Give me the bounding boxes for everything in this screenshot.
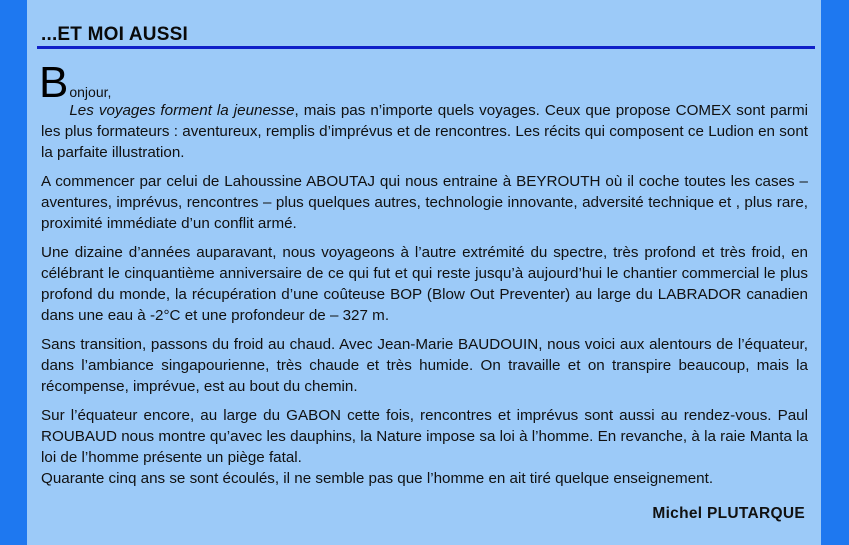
greeting: onjour, (69, 84, 112, 100)
paragraph-singapour: Sans transition, passons du froid au chaud. Avec Jean-Marie BAUDOUIN, nous voici aux alentours de l’équateur, dans l’ambiance singapourienne, très chaude et très humide. On travaille et on transpire beaucoup, mais la récompense, imprévue, est au bout du chemin. (41, 336, 808, 395)
intro-text: , mais pas n’importe quels voyages. Ceux que propose COMEX sont parmi les plus formateurs : aventureux, remplis d’imprévus et de rencontres. Les récits qui composent ce Ludion en sont la parfaite illustration. (41, 102, 808, 161)
paragraph-gabon (41, 405, 808, 489)
article-body (39, 58, 808, 497)
article-title: ...ET MOI AUSSI (41, 24, 188, 45)
paragraph-labrador: Une dizaine d’années auparavant, nous voyageons à l’autre extrémité du spectre, très profond et très froid, en célébrant le cinquantième anniversaire de ce qui fut et qui reste jusqu’à aujourd’hui le chantier commercial le plus profond du monde, la récupération d’une coûteuse BOP (Blow Out Preventer) au large du LABRADOR canadien dans une eau à -2°C et une profondeur de – 327 m. (41, 244, 808, 324)
author-signature: Michel PLUTARQUE (652, 505, 805, 522)
intro-paragraph (39, 58, 808, 163)
gabon-text: Sur l’équateur encore, au large du GABON cette fois, rencontres et imprévus sont aussi au rendez-vous. Paul ROUBAUD nous montre qu’avec les dauphins, la Nature impose sa loi à l’homme. En revanche, à la raie Manta la loi de l’homme présente un piège fatal. (41, 407, 808, 466)
drop-cap: B (39, 58, 69, 107)
title-rule (37, 46, 815, 49)
greeting-line (39, 58, 808, 107)
italic-lead: Les voyages forment la jeunesse (69, 102, 295, 119)
closing-text: Quarante cinq ans se sont écoulés, il ne semble pas que l’homme en ait tiré quelque enseignement. (41, 470, 714, 487)
paragraph-beyrouth: A commencer par celui de Lahoussine ABOUTAJ qui nous entraine à BEYROUTH où il coche toutes les cases – aventures, imprévus, rencontres – plus quelques autres, technologie innovante, adversité technique et , plus rare, proximité immédiate d’un conflit armé. (41, 173, 808, 232)
article-page (27, 0, 821, 545)
